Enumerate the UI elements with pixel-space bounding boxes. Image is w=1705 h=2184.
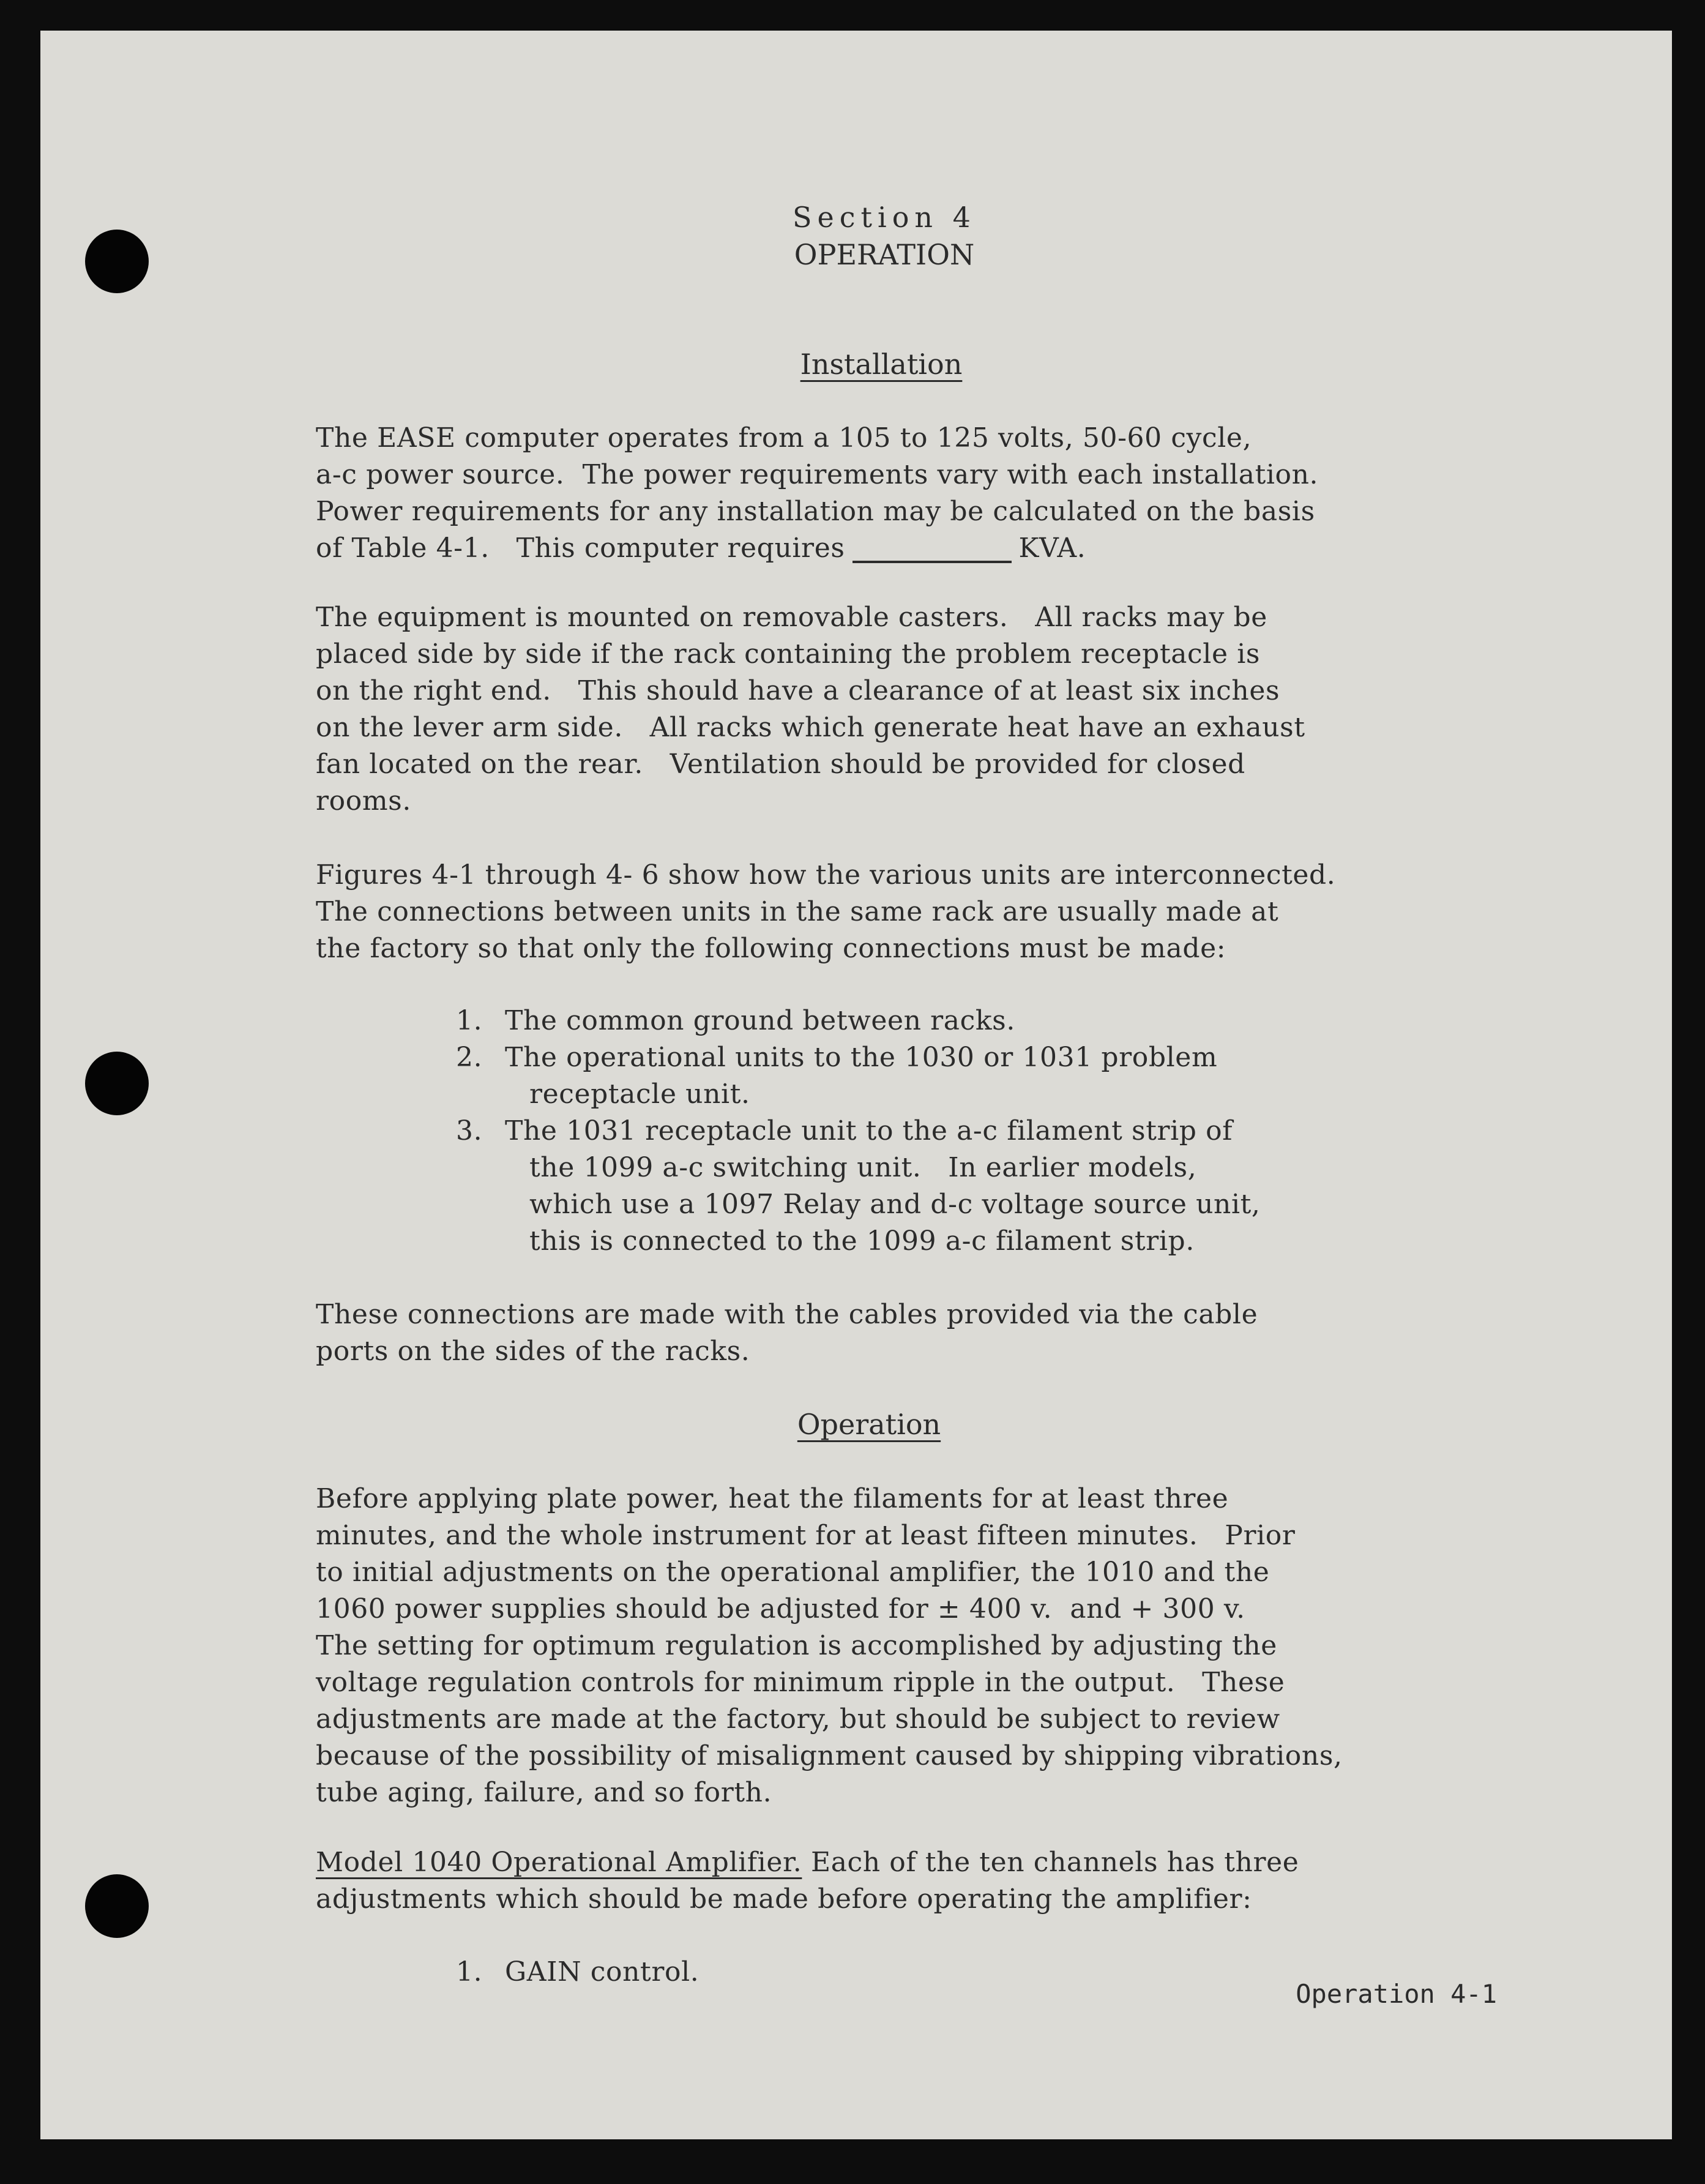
text-line: The setting for optimum regulation is accomplished by adjusting the [316,1630,1277,1661]
text-line: Before applying plate power, heat the filaments for at least three [316,1483,1229,1514]
text-line: These connections are made with the cables provided via the cable [316,1299,1258,1330]
text-line-with-blank [316,530,1540,567]
text-fragment: KVA. [1018,533,1086,564]
text-line [316,1844,1540,1881]
model-1040-title: Model 1040 Operational Amplifier. [316,1847,802,1878]
text-line: The operational units to the 1030 or 1031 problem [505,1042,1218,1073]
operation-heading: Operation [797,1408,941,1441]
text-line: which use a 1097 Relay and d-c voltage source unit, [529,1189,1261,1220]
installation-paragraph-casters [316,599,1540,820]
installation-paragraph-power [316,420,1540,567]
text-line: GAIN control. [505,1956,700,1988]
list-number: 3. [456,1115,483,1146]
operation-paragraph-power [316,1481,1540,1811]
text-line: ports on the sides of the racks. [316,1336,750,1367]
section-title: OPERATION [794,238,975,271]
text-line: on the lever arm side. All racks which generate heat have an exhaust [316,712,1305,743]
list-number: 1. [456,1005,483,1036]
text-line: rooms. [316,785,411,817]
text-line: 1060 power supplies should be adjusted for ± 400 v. and + 300 v. [316,1593,1245,1625]
text-fragment: Each of the ten channels has three [802,1847,1299,1878]
text-line: the factory so that only the following connections must be made: [316,933,1226,964]
text-line: Figures 4-1 through 4- 6 show how the various units are interconnected. [316,859,1336,891]
page-number: Operation 4-1 [1296,1979,1497,2009]
adjustments-list [456,1954,1435,1991]
installation-heading: Installation [800,348,963,381]
model-1040-paragraph [316,1844,1540,1918]
section-label: Section 4 [793,201,976,234]
text-line: The EASE computer operates from a 105 to 125 volts, 50-60 cycle, [316,422,1252,454]
text-line: fan located on the rear. Ventilation should be provided for closed [316,749,1245,780]
text-line: voltage regulation controls for minimum ripple in the output. These [316,1667,1285,1698]
text-line: placed side by side if the rack containing the problem receptacle is [316,638,1261,670]
text-line: this is connected to the 1099 a-c filament strip. [529,1225,1195,1257]
text-line: receptacle unit. [529,1079,750,1110]
text-line: minutes, and the whole instrument for at least fifteen minutes. Prior [316,1520,1296,1551]
text-line: Power requirements for any installation may be calculated on the basis [316,496,1315,527]
list-number: 2. [456,1042,483,1073]
fill-in-blank [852,561,1012,563]
text-line: a-c power source. The power requirements vary with each installation. [316,459,1319,490]
installation-paragraph-cables [316,1296,1540,1370]
text-line: The 1031 receptacle unit to the a-c filament strip of [505,1115,1233,1146]
text-line: because of the possibility of misalignment caused by shipping vibrations, [316,1740,1343,1771]
text-line: to initial adjustments on the operational amplifier, the 1010 and the [316,1557,1270,1588]
text-line: the 1099 a-c switching unit. In earlier models, [529,1152,1197,1183]
list-item [456,1039,1435,1113]
text-line: The equipment is mounted on removable casters. All racks may be [316,602,1267,633]
text-line: The common ground between racks. [505,1005,1015,1036]
list-item [456,1003,1435,1039]
text-fragment: of Table 4-1. This computer requires [316,533,845,564]
connections-list [456,1003,1435,1260]
text-line: tube aging, failure, and so forth. [316,1777,772,1808]
list-number: 1. [456,1956,483,1988]
text-line: on the right end. This should have a clearance of at least six inches [316,675,1280,706]
list-item [456,1113,1435,1260]
installation-paragraph-figures [316,857,1540,967]
text-line: The connections between units in the same rack are usually made at [316,896,1279,927]
text-line: adjustments which should be made before operating the amplifier: [316,1883,1252,1915]
list-item [456,1954,1435,1991]
text-line: adjustments are made at the factory, but should be subject to review [316,1703,1280,1735]
